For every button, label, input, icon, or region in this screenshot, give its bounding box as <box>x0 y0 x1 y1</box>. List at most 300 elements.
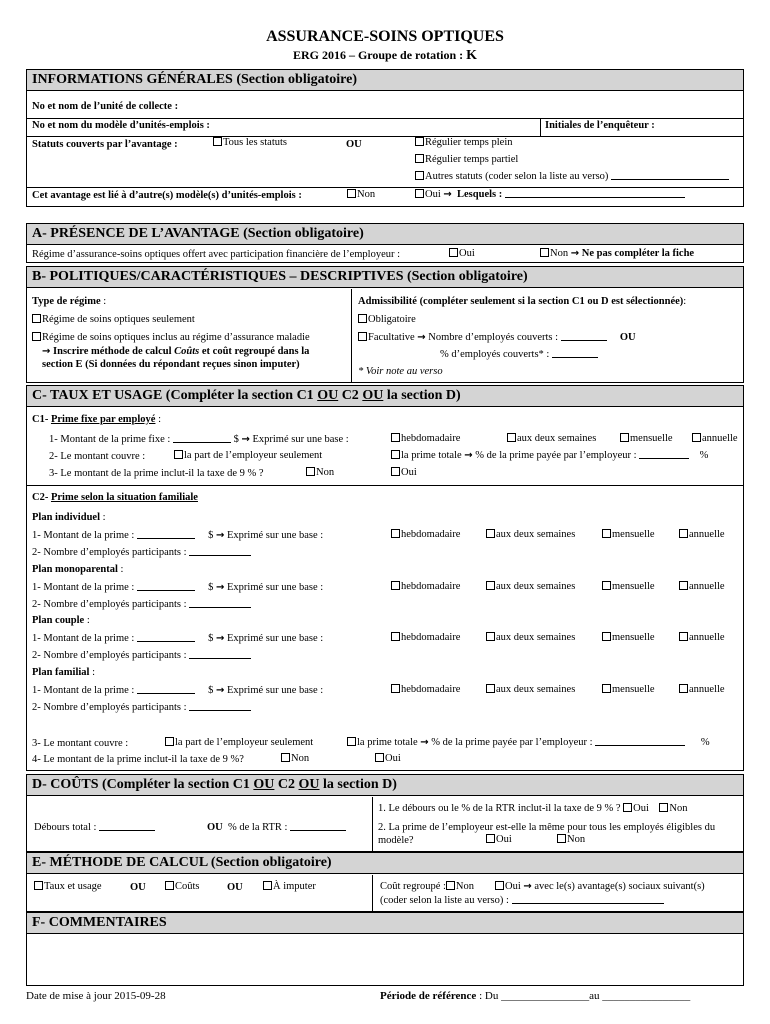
code-note-field <box>380 895 664 906</box>
update-date: Date de mise à jour 2015-09-28 <box>26 990 166 1002</box>
grouped-label: Coût regroupé : <box>380 881 446 892</box>
monthly-label: mensuelle <box>612 684 655 695</box>
tax-question-text: 1. Le débours ou le % de la RTR inclut-il la taxe de 9 % ? <box>378 803 621 814</box>
checkbox[interactable] <box>415 137 424 146</box>
method-text-end: et coût regroupé dans la <box>199 346 310 357</box>
pct-paid-label: % de la prime payée par l’employeur : <box>475 450 637 461</box>
c2-prefix: C2- <box>32 492 51 503</box>
c1-label <box>32 414 161 425</box>
checkbox[interactable] <box>486 834 495 843</box>
monthly-label: mensuelle <box>630 433 673 444</box>
biweekly-label: aux deux semaines <box>496 684 576 695</box>
d-same-premium-question: 2. La prime de l’employeur est-elle la même pour tous les employés éligibles du <box>378 822 716 833</box>
d-same-premium-line2 <box>378 835 414 846</box>
or-text: OU <box>298 777 320 792</box>
c2-title: Prime selon la situation familiale <box>50 492 198 503</box>
checkbox[interactable] <box>213 137 222 146</box>
plan-single-parent-participants <box>32 599 251 610</box>
monthly-label: mensuelle <box>612 581 655 592</box>
plan-couple-amount <box>32 633 323 644</box>
checkbox[interactable] <box>602 632 611 641</box>
checkbox[interactable] <box>540 248 549 257</box>
amount-label: 1- Montant de la prime : <box>32 582 135 593</box>
period-label: Période de référence <box>380 990 477 1002</box>
biweekly-label: aux deux semaines <box>517 433 597 444</box>
section-a <box>26 223 744 263</box>
arrow-right-icon: → <box>523 881 532 892</box>
heading-text: C2 <box>338 388 363 403</box>
expressed-label: Exprimé sur une base : <box>227 633 324 644</box>
c2-covers-label: 3- Le montant couvre : <box>32 738 129 749</box>
checkbox[interactable] <box>32 314 41 323</box>
annual-label: annuelle <box>702 433 738 444</box>
checkbox[interactable] <box>347 189 356 198</box>
section-b-heading: B- POLITIQUES/CARACTÉRISTIQUES – DESCRIPTIVES (Section obligatoire) <box>27 267 743 288</box>
regular-full-option[interactable] <box>415 137 512 148</box>
d-same-no-option[interactable] <box>557 834 585 845</box>
heading-text: C2 <box>274 777 299 792</box>
or-label: OU <box>130 882 146 893</box>
c1-prefix: C1- <box>32 414 51 425</box>
no-label: Non <box>316 467 335 478</box>
rtr-field <box>207 822 346 833</box>
checkbox[interactable] <box>347 737 356 746</box>
checkbox[interactable] <box>679 529 688 538</box>
weekly-label: hebdomadaire <box>401 433 461 444</box>
statuses-label: Statuts couverts par l’avantage : <box>32 139 178 150</box>
which-input[interactable] <box>505 197 685 198</box>
plan-single-parent-weekly-option[interactable] <box>391 581 460 592</box>
plan-individual-label <box>32 512 106 523</box>
checkbox[interactable] <box>486 529 495 538</box>
benefits-input[interactable] <box>512 903 664 904</box>
yes-label: Oui <box>459 248 475 259</box>
checkbox[interactable] <box>165 881 174 890</box>
checkbox[interactable] <box>486 632 495 641</box>
arrow-right-icon: → <box>570 248 580 259</box>
arrow-right-icon: → <box>215 685 225 696</box>
code-note-label: (coder selon la liste au verso) : <box>380 895 509 906</box>
heading-text: D- COÛTS (Compléter la section C1 <box>32 777 254 792</box>
method-instruction-2: section E (Si données du répondant reçues sinon imputer) <box>42 359 300 370</box>
biweekly-label: aux deux semaines <box>496 581 576 592</box>
participants-label: 2- Nombre d’employés participants : <box>32 650 187 661</box>
section-c <box>26 385 744 771</box>
c1-tax-yes-option[interactable] <box>391 467 417 478</box>
d-tax-yes-checkbox[interactable] <box>623 803 632 812</box>
form-title: ASSURANCE-SOINS OPTIQUES <box>266 28 504 45</box>
arrow-right-icon: → <box>443 189 452 200</box>
c1-annual-option[interactable] <box>692 433 738 444</box>
arrow-right-icon: → <box>42 346 51 357</box>
checkbox[interactable] <box>306 467 315 476</box>
expressed-label: Exprimé sur une base : <box>227 582 324 593</box>
plan-individual-participants <box>32 547 251 558</box>
biweekly-label: aux deux semaines <box>496 632 576 643</box>
colon: : <box>99 512 106 523</box>
c2-label <box>32 492 198 503</box>
dollar-sign: $ <box>233 434 239 445</box>
plan-family-amount <box>32 685 323 696</box>
linked-no-option[interactable] <box>347 189 375 200</box>
participants-label: 2- Nombre d’employés participants : <box>32 547 187 558</box>
expressed-label: Exprimé sur une base : <box>227 530 324 541</box>
checkbox[interactable] <box>602 529 611 538</box>
participants-input[interactable] <box>189 607 251 608</box>
plan-name: Plan individuel <box>32 512 100 523</box>
regime-included-option[interactable] <box>32 332 310 343</box>
plan-single-parent-biweekly-option[interactable] <box>486 581 575 592</box>
yes-label: Oui <box>496 834 512 845</box>
c1-employer-share-option[interactable] <box>174 450 322 461</box>
no-label: Non <box>669 803 688 814</box>
pct-paid-input[interactable] <box>639 458 689 459</box>
checkbox[interactable] <box>620 433 629 442</box>
colon: : <box>155 414 161 425</box>
weekly-label: hebdomadaire <box>401 684 461 695</box>
checkbox[interactable] <box>174 450 183 459</box>
checkbox[interactable] <box>415 154 424 163</box>
arrow-right-icon: → <box>215 530 225 541</box>
participants-input[interactable] <box>189 710 251 711</box>
plan-single-parent-label <box>32 564 123 575</box>
plan-name: Plan familial <box>32 667 90 678</box>
see-note: * Voir note au verso <box>358 366 443 377</box>
monthly-label: mensuelle <box>612 529 655 540</box>
employer-share-label: la part de l’employeur seulement <box>175 737 314 748</box>
all-statuses-option[interactable] <box>213 137 287 148</box>
section-f <box>26 912 744 986</box>
plan-couple-annual-option[interactable] <box>679 632 725 643</box>
heading-text: la section D) <box>319 777 397 792</box>
percent-sign: % <box>700 737 710 748</box>
c1-title: Prime fixe par employé <box>50 414 156 425</box>
optional-label: Facultative <box>368 332 415 343</box>
colon: : <box>89 667 96 678</box>
skip-note: Ne pas compléter la fiche <box>581 248 695 259</box>
which-label: Lesquels : <box>457 189 503 200</box>
section-d <box>26 774 744 852</box>
amount-label: 1- Montant de la prime : <box>32 530 135 541</box>
c2-tax-no-option[interactable] <box>281 753 309 764</box>
or-text: OU <box>362 388 384 403</box>
no-label: Non <box>291 753 310 764</box>
eligibility-title: Admissibilité <box>358 296 417 307</box>
section-d-heading <box>27 775 743 796</box>
heading-text: C- TAUX ET USAGE (Compléter la section C1 <box>32 388 318 403</box>
reference-period <box>380 990 690 1002</box>
plan-family-biweekly-option[interactable] <box>486 684 575 695</box>
eligibility-label <box>358 296 686 307</box>
no-label: Non <box>550 248 569 259</box>
plan-name: Plan monoparental <box>32 564 118 575</box>
model-label: No et nom du modèle d’unités-emplois : <box>32 120 210 131</box>
checkbox[interactable] <box>358 332 367 341</box>
yes-label: Oui <box>385 753 401 764</box>
c1-biweekly-option[interactable] <box>507 433 596 444</box>
or-label: OU <box>207 822 223 833</box>
method-text: Inscrire méthode de calcul <box>53 346 175 357</box>
plan-family-label <box>32 667 95 678</box>
arrow-right-icon: → <box>417 332 426 343</box>
no-label: Non <box>567 834 586 845</box>
checkbox[interactable] <box>391 684 400 693</box>
annual-label: annuelle <box>689 581 725 592</box>
weekly-label: hebdomadaire <box>401 632 461 643</box>
costs-label: Coûts <box>175 881 200 892</box>
form-subtitle <box>0 48 770 64</box>
expressed-label: Exprimé sur une base : <box>252 434 349 445</box>
dollar-sign: $ <box>208 685 214 696</box>
dollar-sign: $ <box>208 530 214 541</box>
with-benefits-label: avec le(s) avantage(s) sociaux suivant(s) <box>534 881 705 892</box>
plan-individual-monthly-option[interactable] <box>602 529 655 540</box>
amount-label: 1- Montant de la prime : <box>32 685 135 696</box>
checkbox[interactable] <box>358 314 367 323</box>
method-instruction-1 <box>42 346 309 357</box>
c1-fixed-amount <box>49 434 349 445</box>
yes-label: Oui <box>425 189 441 200</box>
checkbox[interactable] <box>679 684 688 693</box>
plan-couple-participants <box>32 650 251 661</box>
checkbox[interactable] <box>32 332 41 341</box>
num-covered-input[interactable] <box>561 340 607 341</box>
amount-input[interactable] <box>137 641 195 642</box>
checkbox[interactable] <box>692 433 701 442</box>
employer-share-label: la part de l’employeur seulement <box>184 450 323 461</box>
dollar-sign: $ <box>208 633 214 644</box>
d-same-yes-option[interactable] <box>486 834 512 845</box>
mandatory-option[interactable] <box>358 314 416 325</box>
subtitle-text: ERG 2016 – Groupe de rotation : <box>292 48 467 62</box>
participants-label: 2- Nombre d’employés participants : <box>32 702 187 713</box>
other-statuses-input[interactable] <box>611 179 729 180</box>
linked-yes-option[interactable] <box>415 189 685 200</box>
amount-input[interactable] <box>137 590 195 591</box>
checkbox[interactable] <box>165 737 174 746</box>
arrow-right-icon: → <box>215 582 225 593</box>
impute-label: À imputer <box>273 881 316 892</box>
checkbox[interactable] <box>602 684 611 693</box>
num-covered-label: Nombre d’employés couverts : <box>428 332 559 343</box>
plan-couple-weekly-option[interactable] <box>391 632 460 643</box>
all-statuses-label: Tous les statuts <box>223 137 288 148</box>
plan-family-weekly-option[interactable] <box>391 684 460 695</box>
no-label: Non <box>455 881 474 892</box>
plan-couple-biweekly-option[interactable] <box>486 632 575 643</box>
plan-couple-label <box>32 615 90 626</box>
total-premium-label: la prime totale <box>357 737 418 748</box>
yes-label: Oui <box>633 803 649 814</box>
grouped-no-checkbox[interactable] <box>446 881 455 890</box>
unit-label: No et nom de l’unité de collecte : <box>32 101 179 112</box>
participants-input[interactable] <box>189 658 251 659</box>
annual-label: annuelle <box>689 684 725 695</box>
section-b <box>26 266 744 383</box>
question-text: modèle? <box>378 835 414 846</box>
regular-part-label: Régulier temps partiel <box>425 154 519 165</box>
checkbox[interactable] <box>486 581 495 590</box>
c2-employer-share-option[interactable] <box>165 737 313 748</box>
c1-tax-no-option[interactable] <box>306 467 334 478</box>
checkbox[interactable] <box>602 581 611 590</box>
pct-covered-input[interactable] <box>552 357 598 358</box>
checkbox[interactable] <box>281 753 290 762</box>
plan-individual-biweekly-option[interactable] <box>486 529 575 540</box>
annual-label: annuelle <box>689 529 725 540</box>
c1-total-premium-option[interactable] <box>391 450 708 461</box>
percent-sign: % <box>699 450 709 461</box>
plan-single-parent-monthly-option[interactable] <box>602 581 655 592</box>
initials-label: Initiales de l’enquêteur : <box>545 120 655 131</box>
amount-label: 1- Montant de la prime : <box>32 633 135 644</box>
linked-label: Cet avantage est lié à d’autre(s) modèle(s) d’unités-emplois : <box>32 190 302 201</box>
outlay-field <box>34 822 155 833</box>
weekly-label: hebdomadaire <box>401 529 461 540</box>
plan-family-monthly-option[interactable] <box>602 684 655 695</box>
section-c-heading <box>27 386 743 407</box>
checkbox[interactable] <box>391 581 400 590</box>
dollar-sign: $ <box>208 582 214 593</box>
plan-individual-annual-option[interactable] <box>679 529 725 540</box>
impute-option[interactable] <box>263 881 316 892</box>
arrow-right-icon: → <box>464 450 473 461</box>
method-costs: Coûts <box>174 346 200 357</box>
plan-single-parent-annual-option[interactable] <box>679 581 725 592</box>
regime-included-label: Régime de soins optiques inclus au régime d’assurance maladie <box>42 332 310 343</box>
plan-family-annual-option[interactable] <box>679 684 725 695</box>
pct-covered-label: % d’employés couverts* : <box>440 349 550 360</box>
annual-label: annuelle <box>689 632 725 643</box>
yes-label: Oui <box>505 881 521 892</box>
pct-paid-input[interactable] <box>595 745 685 746</box>
offered-no-option[interactable] <box>540 248 694 259</box>
period-value: : Du ________________au ________________ <box>476 990 691 1002</box>
colon: : <box>117 564 124 575</box>
c1-monthly-option[interactable] <box>620 433 673 444</box>
d-tax-question <box>378 803 688 814</box>
monthly-label: mensuelle <box>612 632 655 643</box>
no-label: Non <box>357 189 376 200</box>
arrow-right-icon: → <box>420 737 429 748</box>
fixed-amount-input[interactable] <box>173 442 231 443</box>
regime-only-option[interactable] <box>32 314 195 325</box>
plan-name: Plan couple <box>32 615 85 626</box>
or-text: OU <box>253 777 275 792</box>
colon: : <box>683 296 687 307</box>
d-tax-no-checkbox[interactable] <box>659 803 668 812</box>
c2-tax-yes-option[interactable] <box>375 753 401 764</box>
amount-input[interactable] <box>137 693 195 694</box>
arrow-right-icon: → <box>215 633 225 644</box>
expressed-label: Exprimé sur une base : <box>227 685 324 696</box>
checkbox[interactable] <box>391 632 400 641</box>
checkbox[interactable] <box>415 189 424 198</box>
or-label: OU <box>227 882 243 893</box>
c2-tax-question: 4- Le montant de la prime inclut-il la taxe de 9 %? <box>32 754 244 765</box>
arrow-right-icon: → <box>241 434 250 445</box>
checkbox[interactable] <box>391 529 400 538</box>
general-info-heading: INFORMATIONS GÉNÉRALES (Section obligatoire) <box>27 70 743 91</box>
checkbox[interactable] <box>415 171 424 180</box>
grouped-cost-field <box>380 881 705 892</box>
outlay-input[interactable] <box>99 830 155 831</box>
amount-label: 1- Montant de la prime fixe : <box>49 434 171 445</box>
checkbox[interactable] <box>34 881 43 890</box>
plan-individual-weekly-option[interactable] <box>391 529 460 540</box>
mandatory-label: Obligatoire <box>368 314 416 325</box>
amount-input[interactable] <box>137 538 195 539</box>
rotation-group: K <box>466 48 478 63</box>
pct-covered-field <box>440 349 598 360</box>
plan-couple-monthly-option[interactable] <box>602 632 655 643</box>
rtr-input[interactable] <box>290 830 346 831</box>
c1-weekly-option[interactable] <box>391 433 460 444</box>
checkbox[interactable] <box>486 684 495 693</box>
regime-type-text: Type de régime <box>32 296 101 307</box>
section-f-heading: F- COMMENTAIRES <box>27 913 743 934</box>
c2-total-premium-option[interactable] <box>347 737 710 748</box>
rate-option[interactable] <box>34 881 102 892</box>
checkbox[interactable] <box>391 450 400 459</box>
checkbox[interactable] <box>391 467 400 476</box>
comments-area[interactable] <box>27 935 743 985</box>
regime-only-label: Régime de soins optiques seulement <box>42 314 195 325</box>
plan-single-parent-amount <box>32 582 323 593</box>
checkbox[interactable] <box>449 248 458 257</box>
or-label: OU <box>346 139 362 150</box>
regular-part-option[interactable] <box>415 154 518 165</box>
yes-label: Oui <box>401 467 417 478</box>
c1-covers-label: 2- Le montant couvre : <box>49 451 146 462</box>
c1-tax-question: 3- Le montant de la prime inclut-il la taxe de 9 % ? <box>49 468 264 479</box>
participants-label: 2- Nombre d’employés participants : <box>32 599 187 610</box>
costs-option[interactable] <box>165 881 200 892</box>
checkbox[interactable] <box>263 881 272 890</box>
checkbox[interactable] <box>679 581 688 590</box>
eligibility-note: (compléter seulement si la section C1 ou D est sélectionnée) <box>416 296 684 307</box>
general-info-section <box>26 69 744 207</box>
section-e <box>26 852 744 912</box>
checkbox[interactable] <box>679 632 688 641</box>
offered-yes-option[interactable] <box>449 248 475 259</box>
colon: : <box>84 615 90 626</box>
biweekly-label: aux deux semaines <box>496 529 576 540</box>
checkbox[interactable] <box>391 433 400 442</box>
rate-label: Taux et usage <box>44 881 102 892</box>
or-text: OU <box>317 388 339 403</box>
optional-option[interactable] <box>358 332 636 343</box>
total-premium-label: la prime totale <box>401 450 462 461</box>
or-label: OU <box>619 332 636 343</box>
checkbox[interactable] <box>557 834 566 843</box>
section-e-heading: E- MÉTHODE DE CALCUL (Section obligatoire) <box>27 853 743 874</box>
other-statuses-label: Autres statuts (coder selon la liste au verso) <box>425 171 609 182</box>
weekly-label: hebdomadaire <box>401 581 461 592</box>
grouped-yes-checkbox[interactable] <box>495 881 504 890</box>
checkbox[interactable] <box>375 753 384 762</box>
regular-full-label: Régulier temps plein <box>425 137 513 148</box>
checkbox[interactable] <box>507 433 516 442</box>
heading-text: la section D) <box>383 388 461 403</box>
regime-type-label <box>32 296 106 307</box>
participants-input[interactable] <box>189 555 251 556</box>
plan-family-participants <box>32 702 251 713</box>
other-statuses-option[interactable] <box>415 171 729 182</box>
outlay-label: Débours total : <box>34 822 97 833</box>
section-a-heading: A- PRÉSENCE DE L’AVANTAGE (Section obligatoire) <box>27 224 743 245</box>
benefit-offered-question: Régime d’assurance-soins optiques offert avec participation financière de l’employeur : <box>32 249 401 260</box>
